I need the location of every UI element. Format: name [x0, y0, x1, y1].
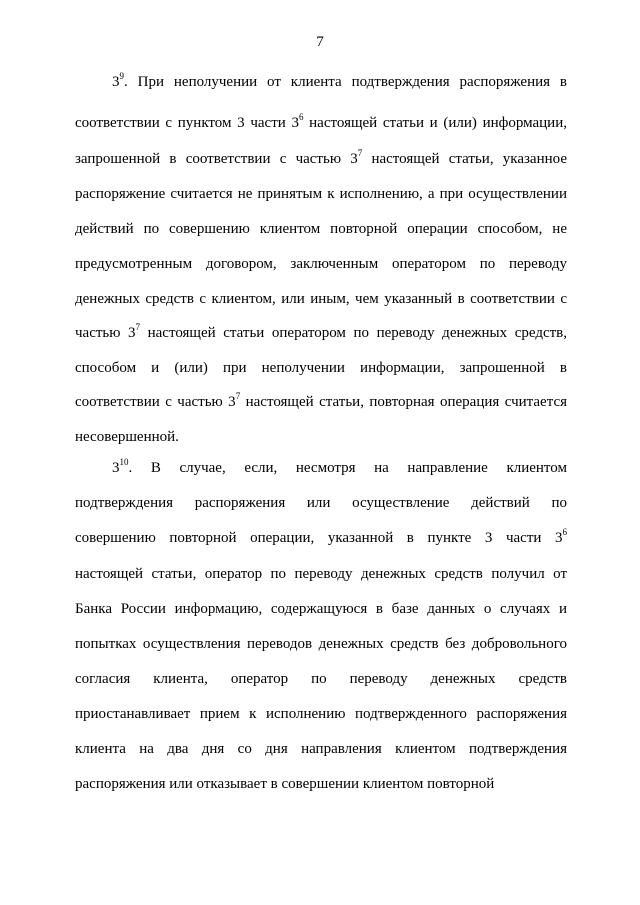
- text-segment: 3: [112, 74, 120, 90]
- text-line: [75, 740, 567, 758]
- text-line: [75, 185, 567, 203]
- text-line: [75, 529, 567, 547]
- text-segment: настоящей статьи, повторная операция считается: [240, 394, 567, 410]
- text-line: [75, 393, 567, 411]
- page-number: 7: [316, 34, 324, 50]
- text-segment: действий по совершению клиентом повторной операции способом, не: [75, 221, 567, 237]
- text-segment: клиента на два дня со дня направления клиентом подтверждения: [75, 741, 567, 757]
- superscript: 7: [235, 391, 241, 401]
- text-line: [75, 324, 567, 342]
- text-line: [75, 290, 567, 308]
- text-line: [75, 150, 567, 168]
- text-line: [75, 220, 567, 238]
- text-segment: распоряжения или отказывает в совершении клиентом повторной: [75, 776, 495, 792]
- text-segment: подтверждения распоряжения или осуществление действий по: [75, 495, 567, 511]
- text-segment: . В случае, если, несмотря на направление клиентом: [128, 460, 567, 476]
- text-segment: соответствии с пунктом 3 части 3: [75, 115, 299, 131]
- text-segment: несовершенной.: [75, 429, 179, 445]
- text-line: [75, 255, 567, 273]
- text-segment: денежных средств с клиентом, или иным, чем указанный в соответствии с: [75, 291, 567, 307]
- text-line: [75, 775, 567, 793]
- text-segment: настоящей статьи, указанное: [362, 151, 567, 167]
- text-segment: 3: [112, 460, 120, 476]
- superscript: 7: [357, 148, 363, 158]
- text-line: [112, 459, 567, 477]
- text-segment: распоряжение считается не принятым к исполнению, а при осуществлении: [75, 186, 567, 202]
- text-line: [75, 600, 567, 618]
- text-segment: настоящей статьи, оператор по переводу денежных средств получил от: [75, 566, 567, 582]
- text-line: [75, 670, 567, 688]
- text-line: [112, 73, 567, 91]
- text-line: [75, 428, 567, 446]
- superscript: 6: [298, 112, 304, 122]
- text-line: [75, 635, 567, 653]
- superscript: 9: [119, 71, 124, 81]
- text-segment: настоящей статьи и (или) информации,: [303, 115, 567, 131]
- superscript: 6: [562, 527, 567, 537]
- text-line: [75, 705, 567, 723]
- text-segment: . При неполучении от клиента подтверждения распоряжения в: [124, 74, 567, 90]
- text-segment: согласия клиента, оператор по переводу денежных средств: [75, 671, 567, 687]
- text-line: [75, 114, 567, 132]
- superscript: 7: [135, 322, 141, 332]
- superscript: 10: [119, 457, 129, 467]
- text-segment: совершению повторной операции, указанной в пункте 3 части 3: [75, 530, 563, 546]
- text-line: [75, 359, 567, 377]
- text-segment: соответствии с частью 3: [75, 394, 236, 410]
- text-segment: Банка России информацию, содержащуюся в базе данных о случаях и: [75, 601, 567, 617]
- text-segment: настоящей статьи оператором по переводу денежных средств,: [140, 325, 567, 341]
- text-line: [75, 494, 567, 512]
- text-segment: попытках осуществления переводов денежных средств без добровольного: [75, 636, 567, 652]
- text-segment: частью 3: [75, 325, 136, 341]
- text-segment: приостанавливает прием к исполнению подтвержденного распоряжения: [75, 706, 567, 722]
- text-line: [75, 565, 567, 583]
- text-segment: предусмотренным договором, заключенным оператором по переводу: [75, 256, 567, 272]
- text-segment: запрошенной в соответствии с частью 3: [75, 151, 358, 167]
- text-segment: способом и (или) при неполучении информации, запрошенной в: [75, 360, 567, 376]
